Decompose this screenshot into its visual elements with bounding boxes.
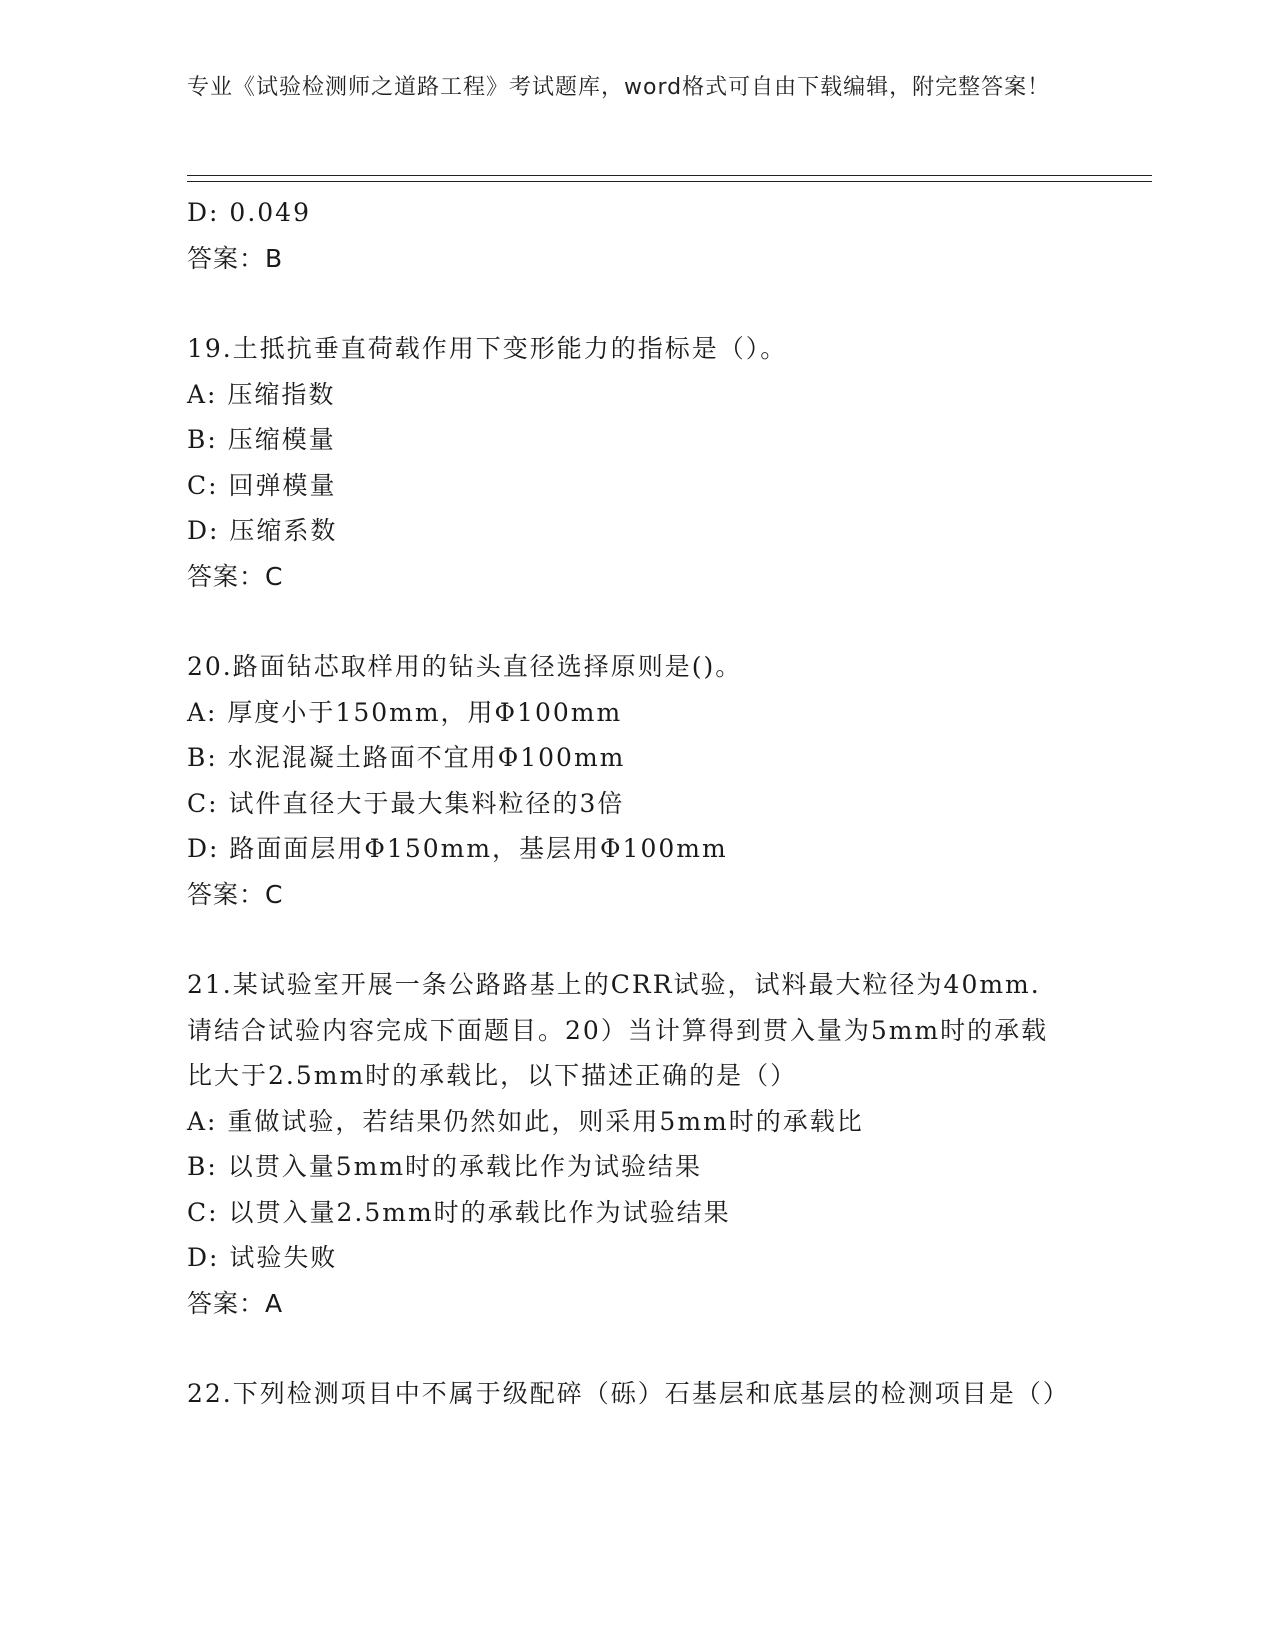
option-b: B: 压缩模量	[187, 425, 336, 454]
question-list	[187, 190, 1087, 1417]
answer: 答案：A	[187, 1288, 284, 1318]
option-b: B: 以贯入量5mm时的承载比作为试验结果	[187, 1152, 703, 1181]
option-a: A: 重做试验，若结果仍然如此，则采用5mm时的承载比	[187, 1106, 864, 1136]
previous-question-tail	[187, 190, 1087, 281]
question-22	[187, 1371, 1087, 1417]
header-note: 专业《试验检测师之道路工程》考试题库，word格式可自由下载编辑，附完整答案！	[187, 75, 1051, 100]
question-19	[187, 326, 1087, 599]
option-d: D: 路面面层用Φ150mm，基层用Φ100mm	[187, 834, 728, 863]
question-text: 21.某试验室开展一条公路路基上的CRR试验，试料最大粒径为40mm.请结合试验内容完成下面题目。20）当计算得到贯入量为5mm时的承载比大于2.5mm时的承载比，以下描述正确的是（）	[187, 970, 1049, 1090]
header-rule-bottom	[187, 181, 1152, 182]
answer: 答案：C	[187, 879, 284, 909]
option-d: D: 压缩系数	[187, 516, 338, 545]
option-b: B: 水泥混凝土路面不宜用Φ100mm	[187, 743, 626, 772]
question-text: 22.下列检测项目中不属于级配碎（砾）石基层和底基层的检测项目是（）	[187, 1379, 1070, 1408]
question-20	[187, 644, 1087, 917]
question-text: 20.路面钻芯取样用的钻头直径选择原则是()。	[187, 652, 743, 681]
option-d: D: 试验失败	[187, 1243, 338, 1272]
header-rule-top	[187, 175, 1152, 176]
question-21	[187, 962, 1087, 1326]
question-text: 19.土抵抗垂直荷载作用下变形能力的指标是（）。	[187, 334, 788, 363]
option-c: C: 回弹模量	[187, 470, 337, 500]
answer: 答案：C	[187, 561, 284, 591]
option-c: C: 试件直径大于最大集料粒径的3倍	[187, 788, 625, 818]
option-d: D: 0.049	[187, 198, 311, 227]
option-c: C: 以贯入量2.5mm时的承载比作为试验结果	[187, 1197, 731, 1227]
option-a: A: 厚度小于150mm，用Φ100mm	[187, 697, 623, 727]
option-a: A: 压缩指数	[187, 379, 336, 409]
answer: 答案：B	[187, 243, 284, 273]
